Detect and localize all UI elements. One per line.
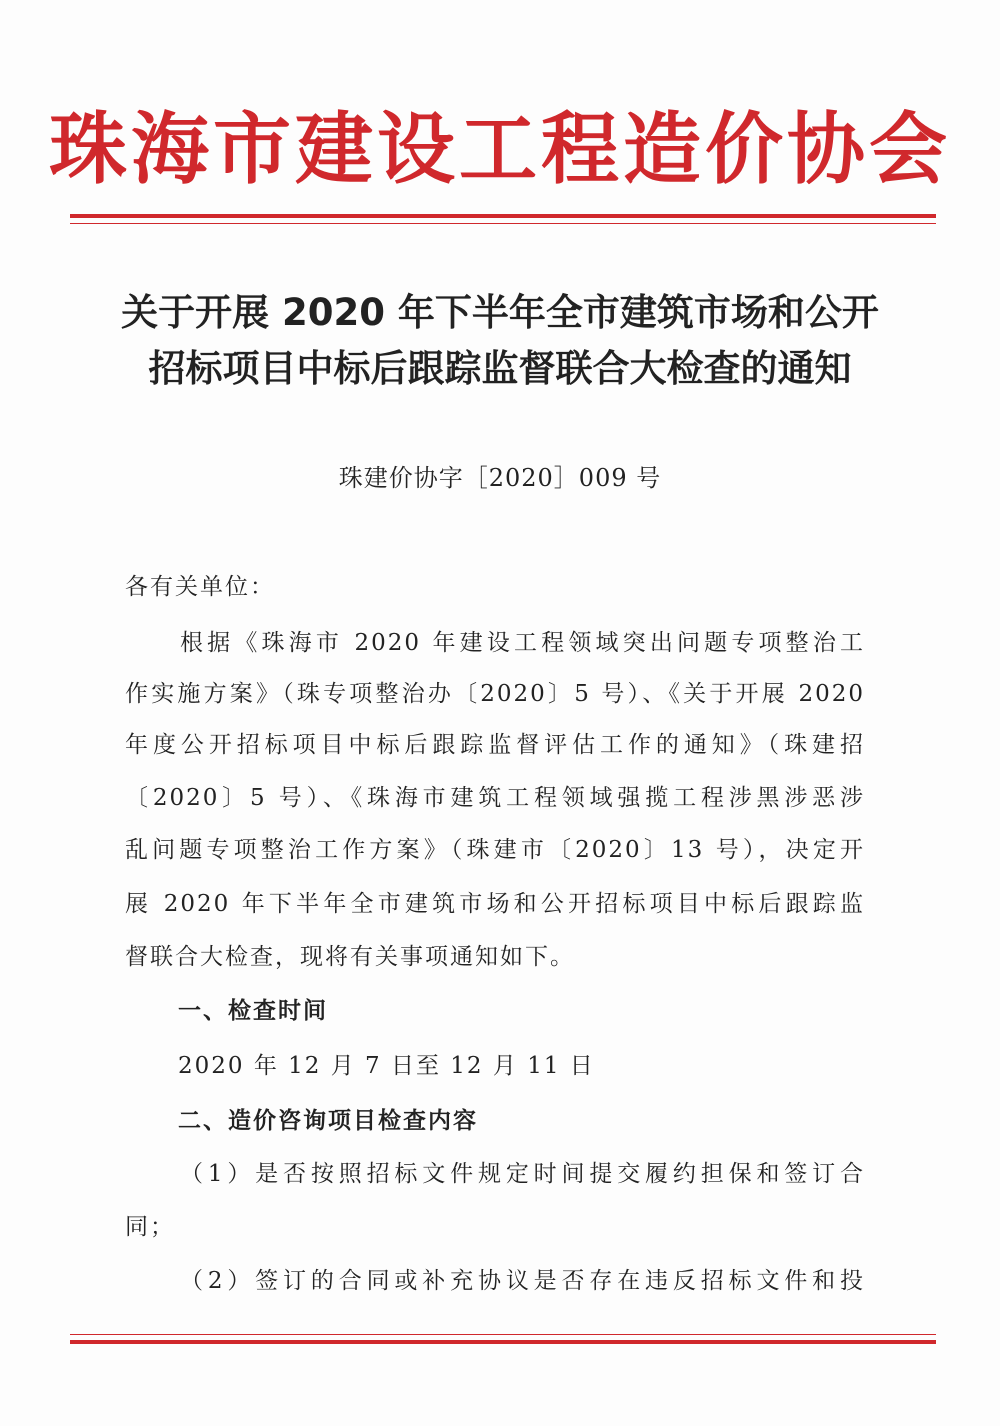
section2-heading: 二、造价咨询项目检查内容 (178, 1108, 478, 1134)
para1-line-4: 〔2020〕5 号）、《珠海市建筑工程领域强揽工程涉黑涉恶涉 (125, 785, 865, 811)
section1-heading: 一、检查时间 (178, 998, 328, 1024)
section1-text: 2020 年 12 月 7 日至 12 月 11 日 (178, 1053, 595, 1079)
para1-line-5: 乱问题专项整治工作方案》（珠建市〔2020〕13 号），决定开 (125, 837, 865, 863)
salutation: 各有关单位： (125, 574, 275, 600)
item1-line-2: 同； (125, 1214, 175, 1240)
item2-line-1: （2）签订的合同或补充协议是否存在违反招标文件和投 (180, 1268, 865, 1294)
para1-line-3: 年度公开招标项目中标后跟踪监督评估工作的通知》（珠建招 (125, 732, 865, 758)
footer-red-rule (70, 1334, 936, 1344)
para1-line-1: 根据《珠海市 2020 年建设工程领域突出问题专项整治工 (180, 630, 865, 656)
para1-line-7: 督联合大检查，现将有关事项通知如下。 (125, 944, 575, 970)
header-red-rule (70, 214, 936, 224)
document-number: 珠建价协字［2020］009 号 (338, 464, 662, 492)
para1-line-2: 作实施方案》（珠专项整治办〔2020〕5 号）、《关于开展 2020 (125, 681, 865, 707)
org-masthead: 珠海市建设工程造价协会 (48, 104, 951, 195)
notice-title-line-1: 关于开展 2020 年下半年全市建筑市场和公开 (121, 291, 879, 334)
item1-line-1: （1）是否按照招标文件规定时间提交履约担保和签订合 (180, 1161, 865, 1187)
notice-title-line-2: 招标项目中标后跟踪监督联合大检查的通知 (148, 347, 852, 390)
para1-line-6: 展 2020 年下半年全市建筑市场和公开招标项目中标后跟踪监 (125, 891, 865, 917)
